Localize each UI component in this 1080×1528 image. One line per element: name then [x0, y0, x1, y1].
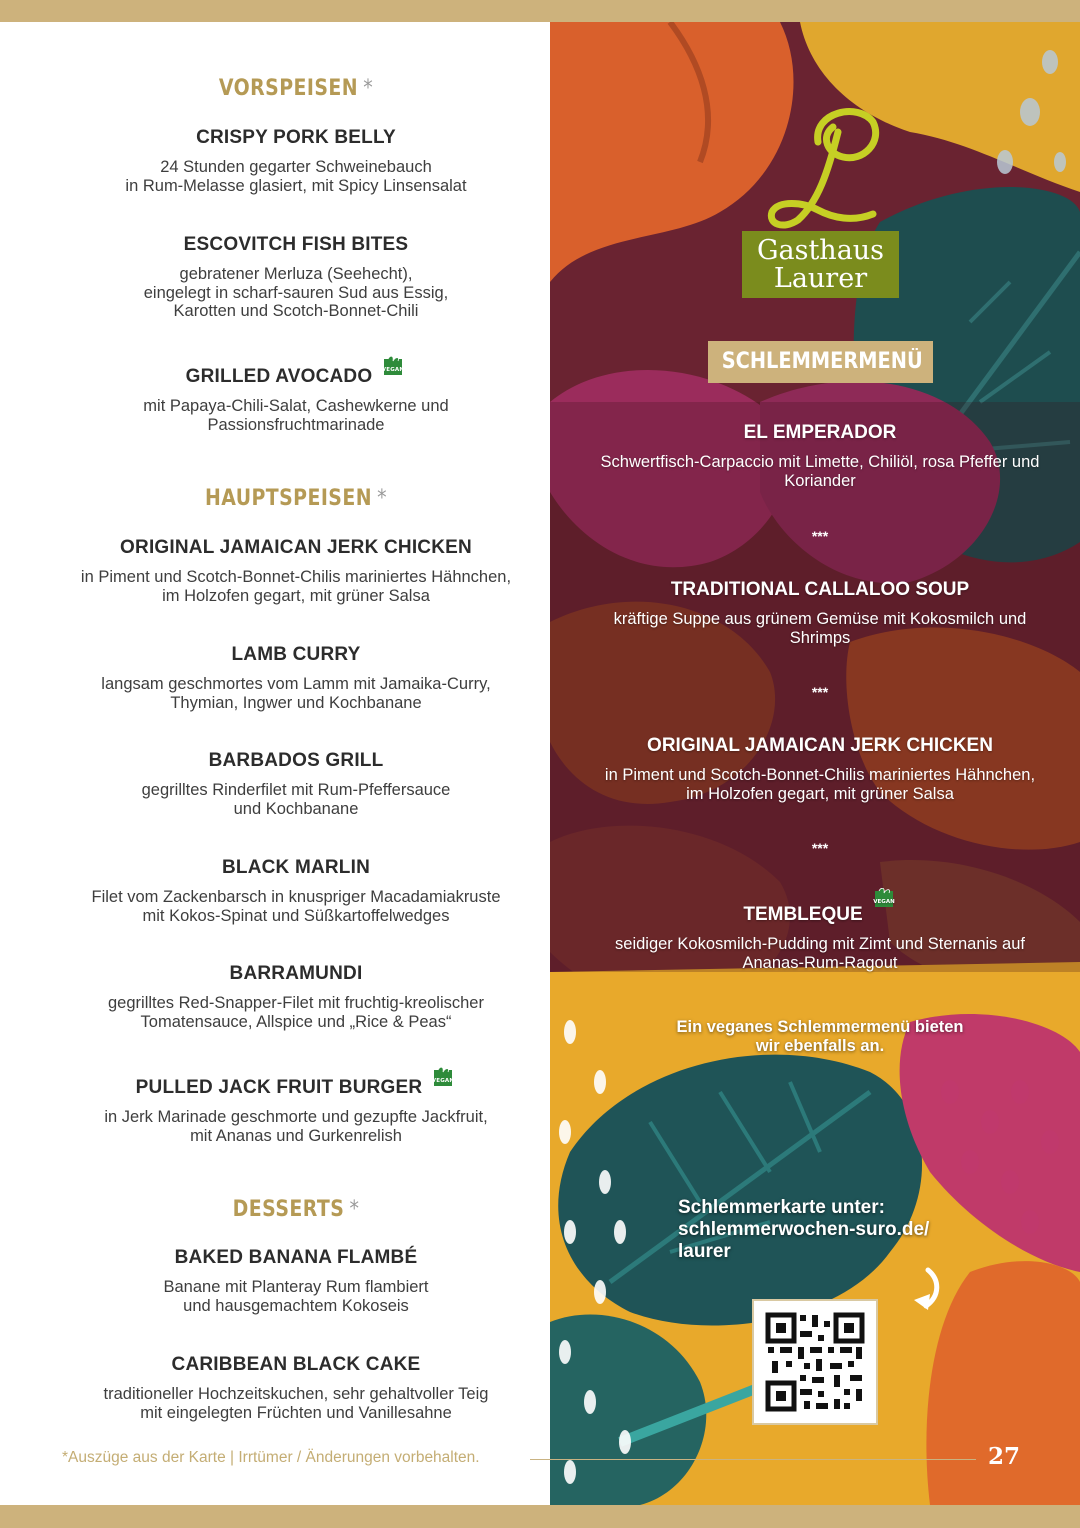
vegan-badge-icon — [380, 356, 406, 376]
description-line: Tomatensauce, Allspice und „Rice & Peas“ — [140, 1012, 452, 1031]
footer-divider — [530, 1459, 976, 1460]
dish-description — [20, 1385, 572, 1422]
dish-name: ORIGINAL JAMAICAN JERK CHICKEN — [120, 537, 472, 558]
menu-item — [20, 1067, 572, 1145]
section-title-text: VORSPEISEN — [218, 76, 359, 101]
description-line: und hausgemachtem Kokoseis — [183, 1296, 409, 1315]
dish-description — [20, 397, 572, 434]
bottom-gold-band — [0, 1505, 1080, 1528]
footer-disclaimer: *Auszüge aus der Karte | Irrtümer / Änderungen vorbehalten. — [62, 1449, 480, 1466]
qr-code-icon — [754, 1301, 876, 1423]
description-line: Schwertfisch-Carpaccio mit Limette, Chiliöl, rosa Pfeffer und — [600, 453, 1040, 471]
dish-name — [20, 356, 572, 389]
section-title-mains — [41, 486, 550, 511]
section-title-text: DESSERTS — [232, 1197, 345, 1222]
menu-course — [550, 888, 1080, 972]
vegan-badge-icon — [871, 888, 897, 908]
dish-name: ESCOVITCH FISH BITES — [183, 234, 409, 255]
menu-item — [20, 356, 572, 434]
logo-text-line: Laurer — [773, 263, 868, 294]
qr-code[interactable] — [752, 1299, 878, 1425]
schlemmermenu-panel — [550, 22, 1080, 1505]
dish-description — [20, 994, 572, 1031]
dish-description — [20, 781, 572, 818]
link-url-line[interactable]: laurer — [678, 1241, 731, 1262]
course-separator: *** — [811, 840, 829, 856]
dish-name: BLACK MARLIN — [221, 857, 371, 878]
link-text-line: Schlemmerkarte unter: — [678, 1197, 885, 1218]
description-line: in Piment und Scotch-Bonnet-Chilis mariniertes Hähnchen, — [604, 766, 1036, 784]
description-line: im Holzofen gegart, mit grüner Salsa — [162, 586, 430, 605]
description-line: gegrilltes Red-Snapper-Filet mit fruchtig-kreolischer — [108, 994, 484, 1012]
schlemmermenu-badge — [708, 341, 933, 383]
menu-course — [550, 421, 1080, 490]
asterisk: * — [363, 76, 374, 101]
menu-item — [20, 233, 572, 321]
course-description — [550, 610, 1080, 647]
course-name: ORIGINAL JAMAICAN JERK CHICKEN — [647, 735, 993, 756]
description-line: in Piment und Scotch-Bonnet-Chilis mariniertes Hähnchen, — [80, 568, 512, 586]
note-line: wir ebenfalls an. — [755, 1037, 885, 1055]
restaurant-logo — [742, 231, 899, 298]
vegan-badge-icon — [430, 1067, 456, 1087]
dish-name: CARIBBEAN BLACK CAKE — [171, 1354, 421, 1375]
dish-description — [20, 158, 572, 195]
description-line: eingelegt in scharf-sauren Sud aus Essig, — [143, 283, 449, 302]
course-name-text: TEMBLEQUE — [743, 904, 863, 925]
description-line: Shrimps — [789, 628, 851, 647]
description-line: in Jerk Marinade geschmorte und gezupfte Jackfruit, — [104, 1108, 488, 1126]
dish-description — [20, 1108, 572, 1145]
link-url-line[interactable]: schlemmerwochen-suro.de/ — [678, 1219, 930, 1240]
dish-name: BARRAMUNDI — [229, 963, 363, 984]
svg-text:VEGAN: VEGAN — [432, 1078, 455, 1084]
course-separator: *** — [811, 528, 829, 544]
description-line: mit eingelegten Früchten und Vanillesahne — [140, 1403, 452, 1422]
dish-name: BAKED BANANA FLAMBÉ — [174, 1247, 418, 1268]
menu-course — [550, 734, 1080, 803]
curved-arrow-icon — [906, 1266, 946, 1316]
course-name — [550, 888, 1080, 927]
description-line: gebratener Merluza (Seehecht), — [179, 265, 413, 283]
description-line: Karotten und Scotch-Bonnet-Chili — [173, 302, 419, 320]
description-line: und Kochbanane — [233, 799, 359, 818]
dish-name-text: GRILLED AVOCADO — [185, 366, 373, 387]
course-description — [550, 453, 1080, 490]
note-line: Ein veganes Schlemmermenü bieten — [676, 1018, 964, 1036]
menu-item — [20, 962, 572, 1031]
section-title-text: HAUPTSPEISEN — [204, 486, 372, 511]
menu-course — [550, 578, 1080, 647]
description-line: in Rum-Melasse glasiert, mit Spicy Linsensalat — [125, 176, 467, 195]
dish-name: BARBADOS GRILL — [208, 750, 384, 771]
description-line: 24 Stunden gegarter Schweinebauch — [160, 158, 432, 176]
description-line: traditioneller Hochzeitskuchen, sehr gehaltvoller Teig — [103, 1385, 489, 1403]
svg-text:VEGAN: VEGAN — [382, 367, 405, 373]
dish-name-text: PULLED JACK FRUIT BURGER — [135, 1077, 423, 1098]
course-name: TRADITIONAL CALLALOO SOUP — [670, 579, 970, 600]
description-line: Thymian, Ingwer und Kochbanane — [170, 693, 422, 712]
menu-item — [20, 749, 572, 818]
description-line: Ananas-Rum-Ragout — [742, 953, 898, 972]
description-line: langsam geschmortes vom Lamm mit Jamaika-Curry, — [101, 675, 491, 693]
dish-description — [20, 1278, 572, 1315]
menu-link-text — [678, 1197, 929, 1263]
dish-name: LAMB CURRY — [231, 644, 361, 665]
dish-name: CRISPY PORK BELLY — [196, 127, 396, 148]
dish-description — [20, 888, 572, 925]
asterisk: * — [349, 1197, 360, 1222]
course-description — [550, 935, 1080, 972]
menu-item — [20, 1353, 572, 1422]
dish-name — [20, 1067, 572, 1100]
menu-item — [20, 643, 572, 712]
svg-text:VEGAN: VEGAN — [872, 899, 895, 905]
section-title-desserts — [41, 1197, 550, 1222]
vegan-menu-note — [550, 1018, 1080, 1056]
course-separator: *** — [811, 684, 829, 700]
description-line: mit Ananas und Gurkenrelish — [190, 1126, 402, 1145]
description-line: Filet vom Zackenbarsch in knuspriger Macadamiakruste — [91, 888, 501, 906]
description-line: Koriander — [784, 471, 856, 490]
dish-description — [20, 265, 572, 321]
course-name: EL EMPERADOR — [743, 422, 897, 443]
menu-item — [20, 856, 572, 925]
script-l-monogram-icon — [758, 102, 888, 237]
course-description — [550, 766, 1080, 803]
asterisk: * — [377, 486, 388, 511]
description-line: gegrilltes Rinderfilet mit Rum-Pfeffersauce — [141, 781, 451, 799]
description-line: mit Papaya-Chili-Salat, Cashewkerne und — [143, 397, 449, 415]
description-line: seidiger Kokosmilch-Pudding mit Zimt und Sternanis auf — [615, 935, 1025, 953]
description-line: Passionsfruchtmarinade — [207, 415, 385, 434]
page-number: 27 — [988, 1443, 1021, 1470]
dish-description — [20, 568, 572, 605]
menu-item — [20, 1246, 572, 1315]
dish-description — [20, 675, 572, 712]
description-line: mit Kokos-Spinat und Süßkartoffelwedges — [142, 906, 450, 925]
badge-text: SCHLEMMERMENÜ — [721, 349, 923, 374]
menu-item — [20, 126, 572, 195]
top-gold-band — [0, 0, 1080, 22]
section-title-starters — [41, 76, 550, 101]
menu-item — [20, 536, 572, 605]
logo-text-line: Gasthaus — [756, 235, 885, 266]
description-line: im Holzofen gegart, mit grüner Salsa — [686, 784, 954, 803]
description-line: Banane mit Planteray Rum flambiert — [163, 1278, 429, 1296]
description-line: kräftige Suppe aus grünem Gemüse mit Kokosmilch und — [613, 610, 1027, 628]
